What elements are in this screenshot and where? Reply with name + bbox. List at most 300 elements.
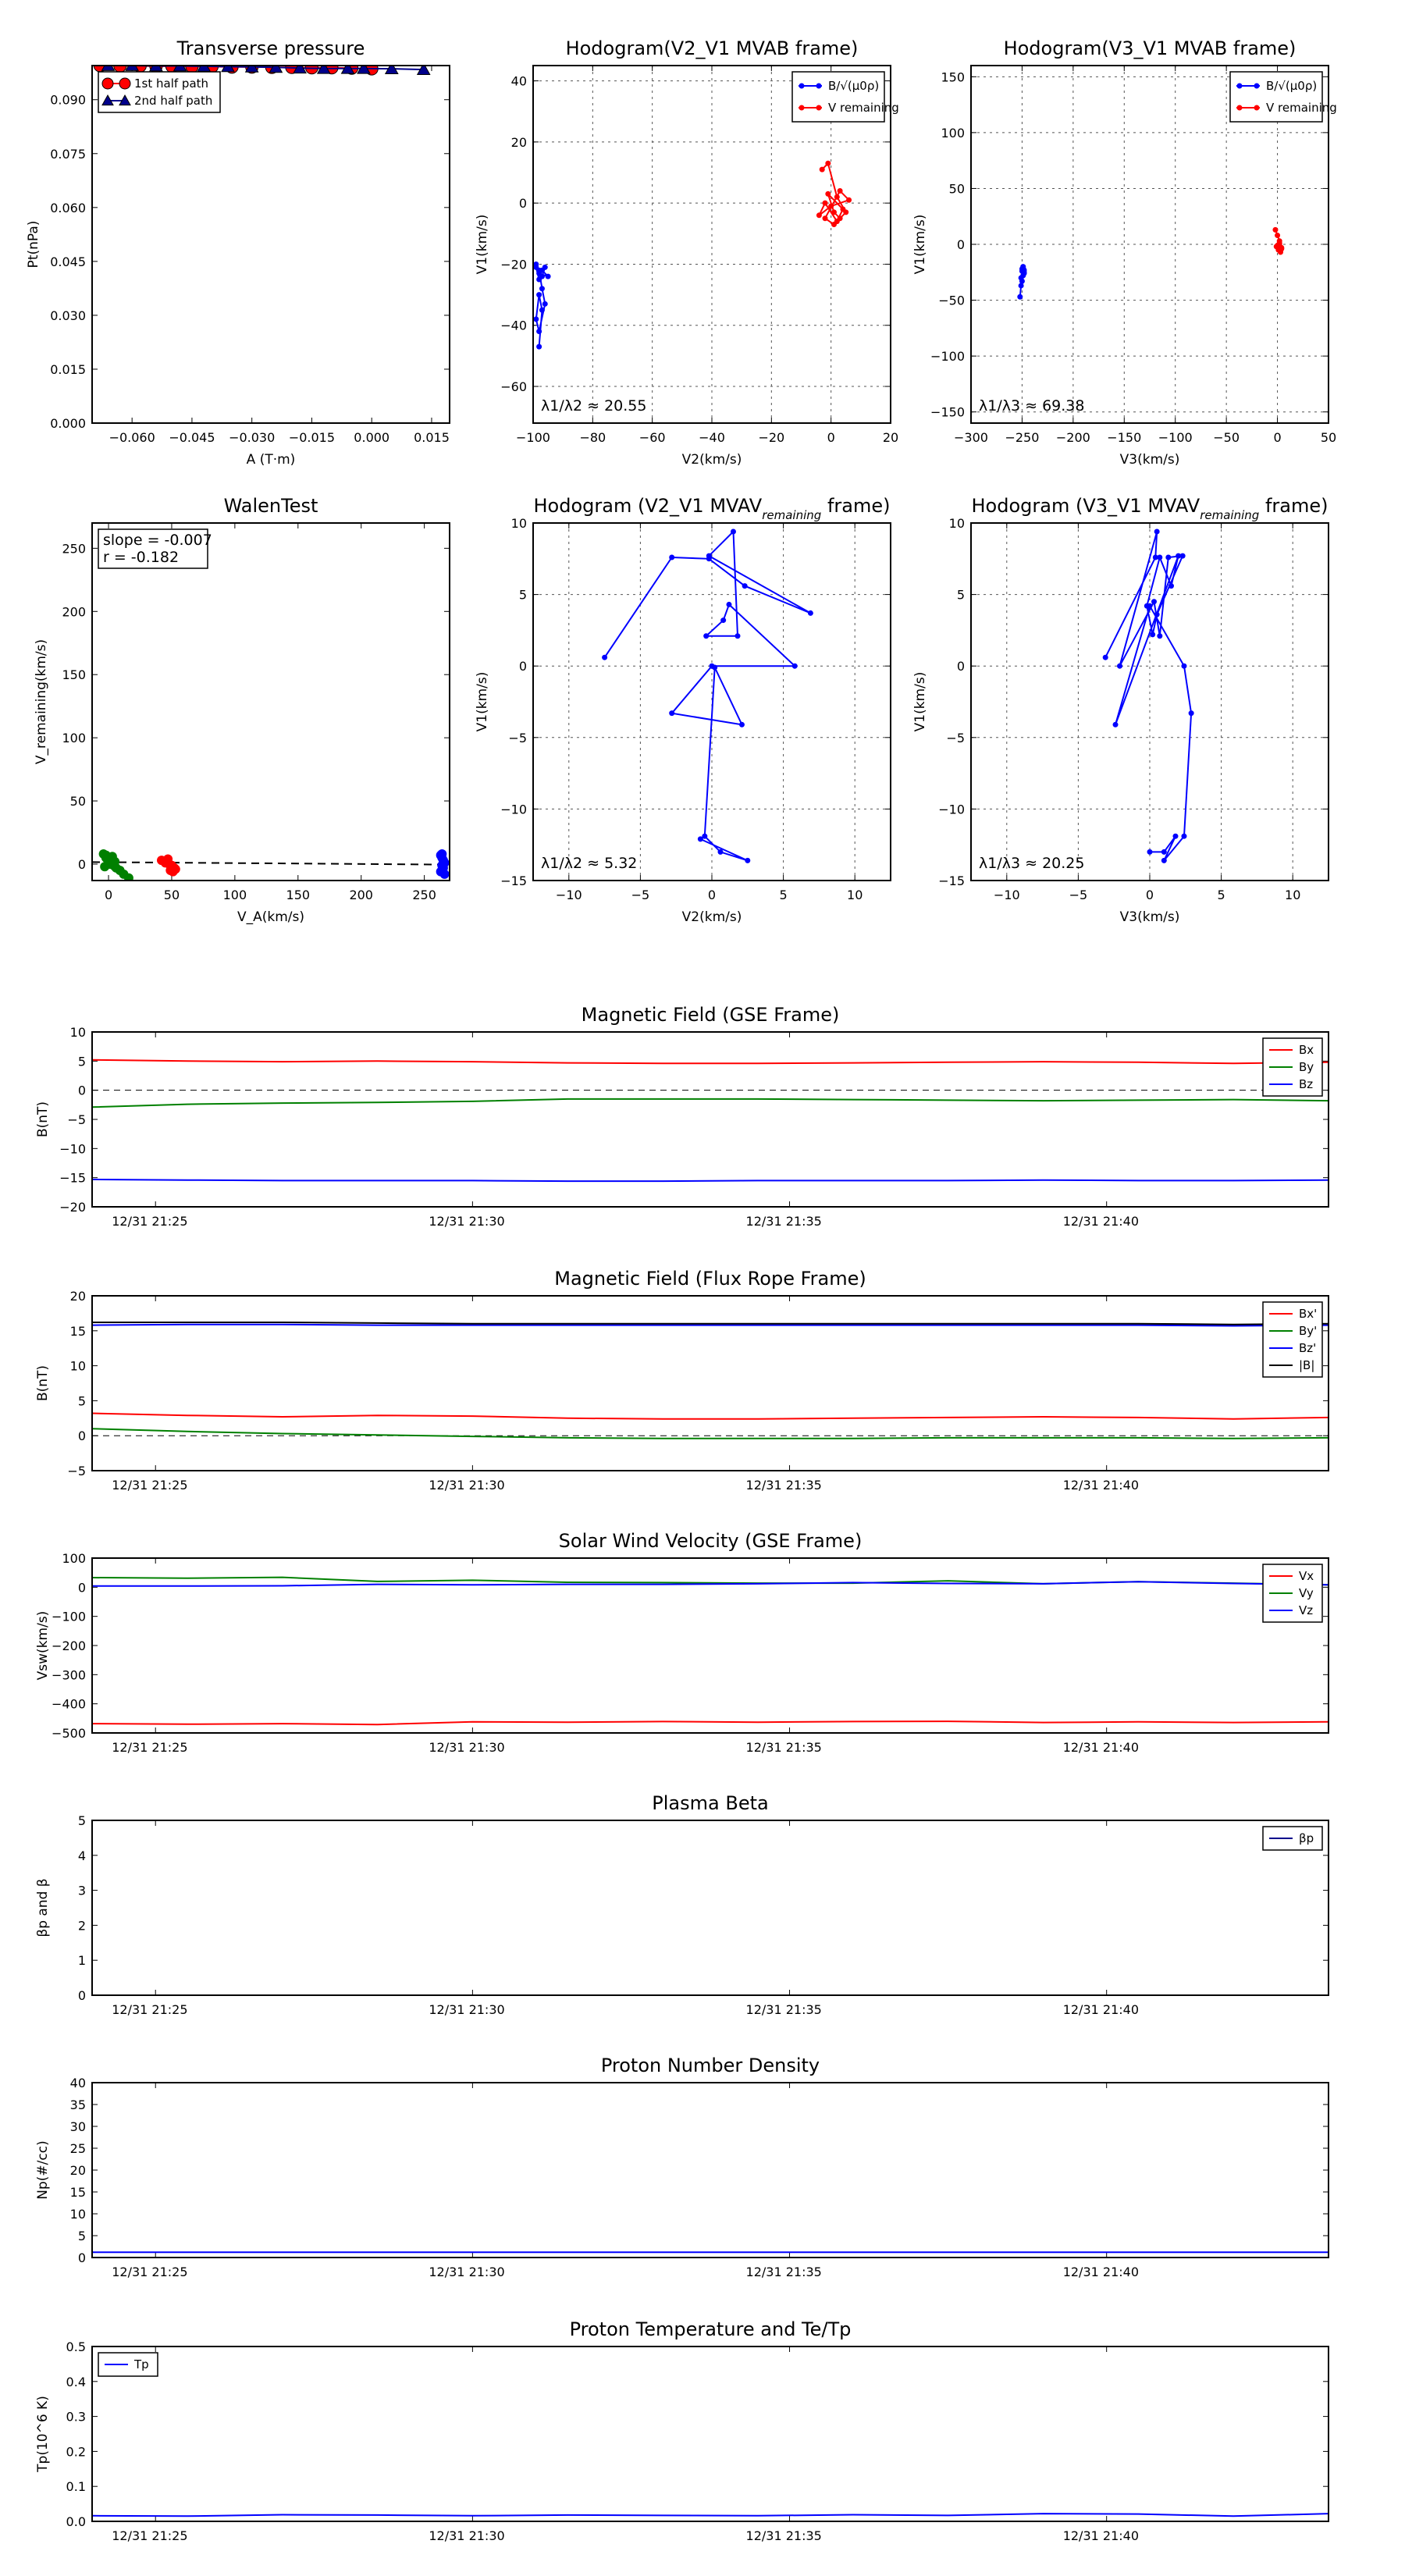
legend-label: V remaining <box>1266 101 1337 115</box>
chart-h4 <box>912 495 1329 925</box>
data-point <box>745 858 750 863</box>
y-tick-label: 20 <box>69 2163 86 2178</box>
data-point <box>726 602 731 607</box>
x-tick-label: −10 <box>555 888 582 902</box>
legend-label: V remaining <box>828 101 899 115</box>
x-tick-label: −0.045 <box>169 430 215 445</box>
legend <box>1263 1038 1322 1096</box>
y-tick-label: 150 <box>62 667 86 683</box>
y-tick-label: 0 <box>518 196 527 212</box>
ratio-annotation: λ1/λ3 ≈ 20.25 <box>979 855 1085 872</box>
x-tick-label: −100 <box>1158 430 1193 445</box>
chart-ts2 <box>35 1268 1329 1493</box>
title-end: frame) <box>821 495 891 517</box>
x-tick-label: −150 <box>1107 430 1142 445</box>
y-tick-label: 0.000 <box>50 416 86 431</box>
legend-marker <box>799 105 805 111</box>
axes-frame <box>971 523 1329 881</box>
plot-area <box>92 1060 1329 1181</box>
x-tick-label: 12/31 21:25 <box>112 1740 188 1755</box>
data-point <box>171 864 180 873</box>
x-tick-label: 5 <box>779 888 788 902</box>
x-tick-label: −0.015 <box>288 430 336 445</box>
data-point <box>720 617 726 623</box>
y-tick-label: 0 <box>77 1580 86 1596</box>
y-tick-label: 100 <box>62 1551 86 1566</box>
x-tick-label: 250 <box>412 888 436 902</box>
legend-marker <box>102 78 113 89</box>
data-point <box>1172 834 1178 839</box>
legend-label: βp <box>1299 1831 1314 1845</box>
chart-walen <box>34 495 450 925</box>
data-point <box>825 191 831 197</box>
x-tick-label: 12/31 21:30 <box>429 1214 505 1229</box>
x-tick-label: −5 <box>631 888 650 902</box>
y-tick-label: 25 <box>69 2141 86 2156</box>
plot-area <box>533 161 852 350</box>
x-tick-label: 12/31 21:30 <box>429 2265 505 2279</box>
legend-label: Tp <box>134 2357 149 2371</box>
series-line-track <box>1105 532 1191 860</box>
data-point <box>838 215 843 221</box>
legend-marker <box>119 78 130 89</box>
y-tick-label: 0.3 <box>66 2409 86 2425</box>
chart-title: Plasma Beta <box>652 1792 769 1814</box>
y-tick-label: −500 <box>52 1726 86 1741</box>
x-tick-label: 10 <box>847 888 863 902</box>
x-tick-label: 12/31 21:40 <box>1062 1478 1140 1493</box>
y-tick-label: 20 <box>69 1289 86 1304</box>
y-tick-label: 0.045 <box>50 254 86 269</box>
data-point <box>1181 664 1186 669</box>
legend-marker <box>1254 105 1260 111</box>
chart-ts1 <box>35 1004 1329 1229</box>
x-tick-label: 12/31 21:40 <box>1062 2528 1140 2543</box>
y-tick-label: 40 <box>69 2076 86 2090</box>
plot-area <box>92 2514 1329 2516</box>
legend-label: By <box>1299 1060 1314 1074</box>
x-tick-label: 12/31 21:30 <box>429 2002 505 2017</box>
y-axis-label: Pt(nPa) <box>26 220 41 269</box>
data-point <box>536 329 542 334</box>
y-tick-label: 150 <box>941 69 965 85</box>
ratio-annotation: λ1/λ2 ≈ 5.32 <box>541 855 638 872</box>
legend <box>792 72 899 122</box>
y-tick-label: −60 <box>500 379 527 395</box>
legend-marker <box>1254 84 1260 89</box>
data-point <box>1113 722 1119 728</box>
y-tick-label: 5 <box>77 2229 86 2243</box>
y-tick-label: 30 <box>69 2119 86 2134</box>
chart-h1 <box>475 37 899 468</box>
legend <box>98 2353 158 2376</box>
x-tick-label: 0 <box>1273 430 1282 445</box>
chart-title: Hodogram(V3_V1 MVAB frame) <box>1003 37 1297 59</box>
y-axis-label: V1(km/s) <box>912 214 928 275</box>
x-tick-label: −50 <box>1213 430 1240 445</box>
data-point <box>1103 655 1108 660</box>
x-axis-label: V3(km/s) <box>1119 909 1180 925</box>
x-tick-label: 12/31 21:40 <box>1062 1214 1140 1229</box>
x-tick-label: 200 <box>349 888 373 902</box>
data-point <box>539 268 545 273</box>
data-point <box>1277 242 1282 247</box>
chart-ts3 <box>35 1530 1329 1755</box>
x-tick-label: 12/31 21:35 <box>745 2002 822 2017</box>
data-point <box>602 655 607 660</box>
x-tick-label: 0 <box>1145 888 1154 902</box>
y-tick-label: 5 <box>77 1813 86 1828</box>
plot-area <box>92 849 450 883</box>
x-axis-label: A (T·m) <box>246 452 296 468</box>
x-tick-label: 12/31 21:35 <box>745 2528 822 2543</box>
legend-label: Bz' <box>1299 1341 1317 1355</box>
data-point <box>717 849 723 855</box>
series-line-track <box>605 532 811 860</box>
data-point <box>110 857 119 866</box>
y-tick-label: −10 <box>500 802 527 817</box>
y-tick-label: 10 <box>510 516 527 531</box>
chart-title: Hodogram (V2_V1 $MVAV_{remaining}$ frame) <box>533 495 891 522</box>
data-point <box>742 583 748 589</box>
x-tick-label: −250 <box>1005 430 1040 445</box>
x-tick-label: 50 <box>1320 430 1337 445</box>
data-point <box>1181 834 1186 839</box>
x-tick-label: 5 <box>1217 888 1225 902</box>
data-point <box>820 167 825 173</box>
y-tick-label: 0 <box>956 237 965 252</box>
y-tick-label: 10 <box>69 1358 86 1374</box>
x-tick-label: 12/31 21:25 <box>112 2528 188 2543</box>
data-point <box>1189 710 1194 716</box>
y-tick-label: −15 <box>938 873 965 888</box>
y-tick-label: −100 <box>930 349 965 365</box>
y-tick-label: 0 <box>77 856 86 872</box>
y-tick-label: −5 <box>946 730 965 745</box>
stats-line: r = -0.182 <box>103 549 180 566</box>
x-tick-label: −5 <box>1069 888 1088 902</box>
legend-label: Vy <box>1299 1586 1314 1600</box>
data-point <box>1161 849 1167 855</box>
chart-ts5 <box>35 2055 1329 2279</box>
series-line-V remaining <box>819 163 848 224</box>
plot-area <box>92 1322 1329 1439</box>
plot-area <box>602 528 813 863</box>
y-tick-label: 10 <box>69 2207 86 2222</box>
data-point <box>1176 553 1181 559</box>
y-tick-label: 0.4 <box>66 2374 86 2389</box>
chart-title: Magnetic Field (Flux Rope Frame) <box>554 1268 866 1290</box>
chart-title: Solar Wind Velocity (GSE Frame) <box>558 1530 863 1552</box>
data-point <box>825 161 831 166</box>
legend-label: B/√(μ0ρ) <box>828 79 880 93</box>
y-tick-label: 0.060 <box>50 200 86 215</box>
y-tick-label: 3 <box>77 1883 86 1898</box>
chart-ts4 <box>35 1792 1329 2017</box>
data-point <box>712 665 717 671</box>
y-tick-label: 100 <box>62 731 86 746</box>
y-tick-label: 5 <box>518 587 527 603</box>
x-tick-label: 12/31 21:35 <box>745 1478 822 1493</box>
axes-frame <box>92 1820 1329 1995</box>
data-point <box>792 664 798 669</box>
y-tick-label: 250 <box>62 541 86 557</box>
data-point <box>440 870 450 879</box>
y-tick-label: 0.0 <box>66 2514 86 2529</box>
legend-label: |B| <box>1299 1358 1315 1372</box>
chart-h3 <box>475 495 891 925</box>
y-tick-label: 5 <box>77 1393 86 1409</box>
series-line-Bz' <box>92 1325 1329 1326</box>
chart-title: Proton Temperature and Te/Tp <box>569 2318 852 2340</box>
legend <box>1263 1564 1322 1622</box>
data-point <box>846 197 852 203</box>
y-axis-label: Np(#/cc) <box>35 2140 51 2200</box>
y-tick-label: 1 <box>77 1953 86 1969</box>
x-tick-label: 0 <box>707 888 717 902</box>
legend-label: Bx' <box>1299 1307 1318 1321</box>
y-tick-label: 0.1 <box>66 2479 86 2495</box>
data-point <box>840 206 845 212</box>
data-point <box>831 209 837 215</box>
data-point <box>1272 227 1278 233</box>
data-point <box>1147 849 1153 855</box>
y-tick-label: 0.075 <box>50 146 86 162</box>
y-tick-label: 0 <box>77 1429 86 1444</box>
series-line-Tp <box>92 2514 1329 2516</box>
y-tick-label: 0 <box>956 659 965 674</box>
y-tick-label: −5 <box>508 730 527 745</box>
x-axis-label: V_A(km/s) <box>237 909 305 925</box>
y-tick-label: −15 <box>500 873 527 888</box>
y-tick-label: 5 <box>956 587 965 603</box>
legend <box>1230 72 1337 122</box>
y-tick-label: 50 <box>69 794 86 809</box>
data-point <box>834 194 840 200</box>
y-tick-label: −15 <box>59 1170 86 1186</box>
chart-title: Transverse pressure <box>176 37 365 59</box>
legend <box>1263 1827 1322 1850</box>
data-point <box>828 204 834 209</box>
x-axis-label: V3(km/s) <box>1119 452 1180 468</box>
data-point <box>1154 612 1160 617</box>
chart-title: Magnetic Field (GSE Frame) <box>581 1004 840 1026</box>
y-tick-label: 5 <box>77 1054 86 1069</box>
y-tick-label: −200 <box>52 1638 86 1653</box>
axes-frame <box>92 523 450 881</box>
chart-ts6 <box>35 2318 1329 2543</box>
legend-label: By' <box>1299 1324 1318 1338</box>
y-tick-label: 15 <box>69 2185 86 2200</box>
stats-line: slope = -0.007 <box>103 532 212 549</box>
data-point <box>1117 664 1122 669</box>
y-tick-label: −100 <box>52 1609 86 1624</box>
data-point <box>823 215 828 221</box>
x-tick-label: 150 <box>286 888 311 902</box>
series-line-Bz <box>92 1179 1329 1181</box>
y-tick-label: −20 <box>59 1200 86 1215</box>
chart-title: Proton Number Density <box>600 2055 820 2076</box>
y-tick-label: −400 <box>52 1696 86 1712</box>
y-tick-label: −150 <box>930 404 965 420</box>
data-point <box>838 188 843 194</box>
data-point <box>539 308 545 313</box>
title-subscript: remaining <box>762 508 822 522</box>
y-axis-label: V_remaining(km/s) <box>34 639 49 765</box>
x-tick-label: 0.015 <box>414 430 450 445</box>
data-point <box>1150 632 1155 637</box>
legend <box>1263 1302 1322 1377</box>
data-point <box>731 528 736 534</box>
data-point <box>533 316 539 322</box>
y-tick-label: 15 <box>69 1323 86 1339</box>
x-axis-label: V2(km/s) <box>681 909 742 925</box>
x-tick-label: −60 <box>638 430 666 445</box>
legend-label: 2nd half path <box>134 94 213 108</box>
series-line-Bx' <box>92 1414 1329 1419</box>
y-tick-label: 4 <box>77 1848 86 1863</box>
data-point <box>698 836 703 841</box>
series-line-By <box>92 1099 1329 1107</box>
y-axis-label: Vsw(km/s) <box>35 1610 51 1681</box>
chart-title: Hodogram(V2_V1 MVAB frame) <box>565 37 859 59</box>
x-tick-label: −20 <box>758 430 785 445</box>
x-tick-label: 12/31 21:25 <box>112 1478 188 1493</box>
data-point <box>1161 858 1167 863</box>
y-tick-label: 2 <box>77 1918 86 1934</box>
ratio-annotation: λ1/λ2 ≈ 20.55 <box>541 397 647 415</box>
legend-label: B/√(μ0ρ) <box>1266 79 1318 93</box>
y-tick-label: −40 <box>500 318 527 333</box>
data-point <box>1157 633 1162 639</box>
y-tick-label: −20 <box>500 257 527 272</box>
x-tick-label: 12/31 21:30 <box>429 1478 505 1493</box>
legend-marker <box>816 105 822 111</box>
chart-title: Hodogram (V3_V1 $MVAV_{remaining}$ frame) <box>971 495 1329 522</box>
data-point <box>1168 583 1174 589</box>
legend-label: 1st half path <box>134 76 209 91</box>
x-tick-label: −100 <box>516 430 550 445</box>
data-point <box>1278 248 1283 254</box>
y-tick-label: 35 <box>69 2097 86 2112</box>
ratio-annotation: λ1/λ3 ≈ 69.38 <box>979 397 1085 415</box>
x-tick-label: 0 <box>827 430 835 445</box>
chart-pt <box>26 37 450 468</box>
y-axis-label: βp and β <box>35 1878 51 1937</box>
x-tick-label: 12/31 21:25 <box>112 2265 188 2279</box>
data-point <box>101 851 111 860</box>
x-tick-label: 12/31 21:25 <box>112 1214 188 1229</box>
data-point <box>437 849 446 859</box>
axes-frame <box>92 66 450 423</box>
legend-marker <box>816 84 822 89</box>
data-point <box>739 722 745 728</box>
y-tick-label: 0.030 <box>50 308 86 323</box>
y-tick-label: 50 <box>948 181 965 197</box>
legend-marker <box>1237 84 1243 89</box>
x-axis-label: V2(km/s) <box>681 452 742 468</box>
y-axis-label: V1(km/s) <box>475 214 490 275</box>
legend-marker <box>799 84 805 89</box>
y-tick-label: −10 <box>938 802 965 817</box>
data-point <box>1157 554 1162 560</box>
title-subscript: remaining <box>1200 508 1260 522</box>
title-end: frame) <box>1259 495 1329 517</box>
x-tick-label: −200 <box>1055 430 1090 445</box>
y-tick-label: 200 <box>62 604 86 620</box>
data-point <box>669 554 674 560</box>
data-point <box>546 274 551 279</box>
x-tick-label: −80 <box>579 430 606 445</box>
x-tick-label: −0.060 <box>108 430 155 445</box>
x-tick-label: 12/31 21:30 <box>429 1740 505 1755</box>
y-tick-label: −5 <box>67 1464 86 1478</box>
data-point <box>703 633 709 639</box>
x-tick-label: 12/31 21:25 <box>112 2002 188 2017</box>
data-point <box>1275 233 1280 238</box>
x-tick-label: 12/31 21:35 <box>745 1740 822 1755</box>
data-point <box>735 633 740 639</box>
y-tick-label: 0 <box>77 1083 86 1098</box>
y-tick-label: 10 <box>948 516 965 531</box>
y-tick-label: 0 <box>77 2250 86 2265</box>
data-point <box>1165 554 1171 560</box>
fit-line <box>92 862 450 864</box>
plot-area <box>1017 227 1284 300</box>
x-tick-label: −300 <box>954 430 988 445</box>
data-point <box>533 265 539 270</box>
legend-label: Vx <box>1299 1569 1314 1583</box>
axes-frame <box>92 2083 1329 2258</box>
y-tick-label: 20 <box>510 134 527 150</box>
data-point <box>1151 599 1157 604</box>
data-point <box>669 710 674 716</box>
plot-area <box>92 1578 1329 1725</box>
data-point <box>536 292 542 297</box>
data-point <box>816 212 822 218</box>
y-tick-label: 0 <box>518 659 527 674</box>
x-tick-label: 0 <box>104 888 113 902</box>
series-line-By' <box>92 1429 1329 1439</box>
series-line-Bx <box>92 1060 1329 1064</box>
y-axis-label: V1(km/s) <box>912 671 928 732</box>
x-tick-label: 20 <box>882 430 899 445</box>
y-tick-label: −50 <box>938 293 965 308</box>
y-tick-label: 0 <box>77 1988 86 2003</box>
x-tick-label: 50 <box>163 888 180 902</box>
data-point <box>1022 271 1027 276</box>
y-tick-label: 10 <box>69 1025 86 1040</box>
data-point <box>536 344 542 350</box>
y-axis-label: Tp(10^6 K) <box>35 2396 51 2472</box>
x-tick-label: 12/31 21:40 <box>1062 1740 1140 1755</box>
y-tick-label: 0.015 <box>50 361 86 377</box>
y-axis-label: B(nT) <box>35 1364 51 1402</box>
y-tick-label: 40 <box>510 73 527 89</box>
data-point <box>823 201 828 206</box>
data-point <box>539 286 545 291</box>
chart-title: WalenTest <box>223 495 318 517</box>
legend-label: Bx <box>1299 1043 1314 1057</box>
axes-frame <box>533 523 891 881</box>
y-tick-label: 0.090 <box>50 92 86 108</box>
y-tick-label: 100 <box>941 125 965 141</box>
x-tick-label: −40 <box>699 430 725 445</box>
plot-area <box>1103 528 1194 863</box>
x-tick-label: −10 <box>993 888 1020 902</box>
x-tick-label: 0.000 <box>354 430 390 445</box>
legend-marker <box>1237 105 1243 111</box>
